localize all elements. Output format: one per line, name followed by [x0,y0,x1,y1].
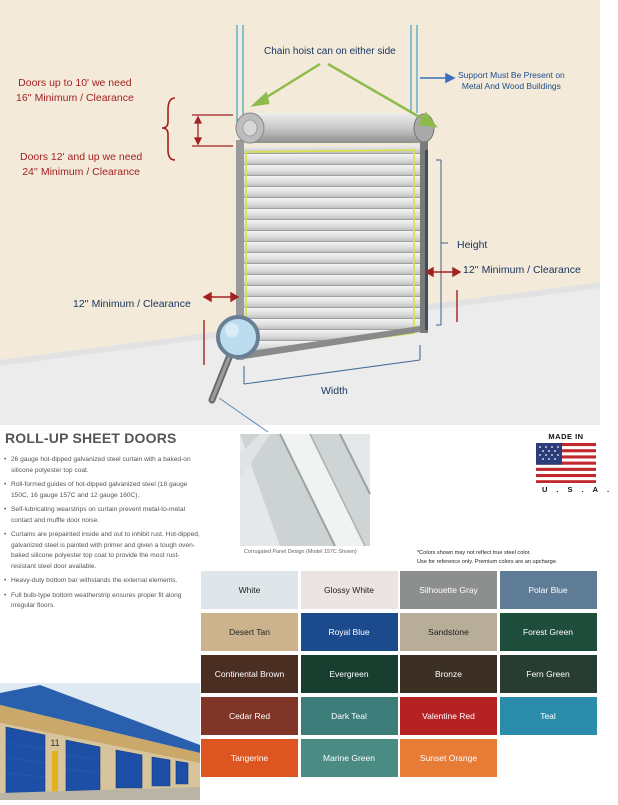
color-swatch: Bronze [400,655,497,693]
feature-item: • 26 gauge hot-dipped galvanized steel curtain with a baked-on silicone polyester top coat. [4,455,200,476]
color-swatch: Dark Teal [301,697,398,735]
height-label: Height [457,239,488,251]
made-in-usa-badge [536,432,618,494]
color-swatch: Teal [500,697,597,735]
panel-closeup-image [240,434,370,546]
color-swatch: Continental Brown [201,655,298,693]
clearance-12ft-label: Doors 12' and up we need 24'' Minimum / Clearance [20,151,143,178]
color-swatch: Cedar Red [201,697,298,735]
width-label: Width [321,385,348,397]
storage-building-image [0,683,200,800]
color-swatch: Sunset Orange [400,739,497,777]
feature-item: • Roll-formed guides of hot-dipped galvanized steel (18 gauge 150C, 16 gauge 157C and 12 gauge 160C). [4,480,200,501]
support-label: Support Must Be Present on Metal And Wood Buildings [458,70,565,91]
color-swatch: Fern Green [500,655,597,693]
feature-item: • Self-lubricating wearstrips on curtain prevent metal-to-metal contact and muffle door noise. [4,505,200,526]
color-swatch: Silhouette Gray [400,571,497,609]
color-swatch: Desert Tan [201,613,298,651]
made-in-label: MADE IN [548,432,584,441]
feature-item: • Full bulb-type bottom weatherstrip ensures proper fit along irregular floors. [4,591,200,612]
color-swatch: Royal Blue [301,613,398,651]
clearance-10ft-label: Doors up to 10' we need 16'' Minimum / Clearance [16,77,134,104]
feature-list [4,455,200,616]
color-swatch: Tangerine [201,739,298,777]
color-swatch: White [201,571,298,609]
left-clearance-label: 12'' Minimum / Clearance [73,298,191,310]
color-swatch: Forest Green [500,613,597,651]
svg-text:11: 11 [50,738,60,748]
usa-label: U.S.A. [542,485,618,494]
color-swatch: Glossy White [301,571,398,609]
color-swatch: Marine Green [301,739,398,777]
chain-hoist-label: Chain hoist can on either side [264,46,396,57]
color-note: *Colors shown may not reflect true steel color. Use for reference only. Premium colors are an upcharge. [417,550,558,565]
color-swatch: Evergreen [301,655,398,693]
feature-item: • Curtains are prepainted inside and out to inhibit rust. Hot-dipped, galvanized steel is painted with primer and given a tough oven-baked silicone polyester top coat to provide the most rust-resistant steel door available. [4,530,200,572]
color-swatch: Polar Blue [500,571,597,609]
color-swatch: Valentine Red [400,697,497,735]
product-title: ROLL-UP SHEET DOORS [5,430,177,446]
us-flag-icon [536,443,596,483]
right-clearance-label: 12'' Minimum / Clearance [463,264,581,276]
magnifier-icon [212,317,258,400]
color-swatch: Sandstone [400,613,497,651]
feature-item: • Heavy-duty bottom bar withstands the external elements. [4,576,200,587]
panel-caption: Corrugated Panel Design (Model 157C Shown) [244,549,357,555]
